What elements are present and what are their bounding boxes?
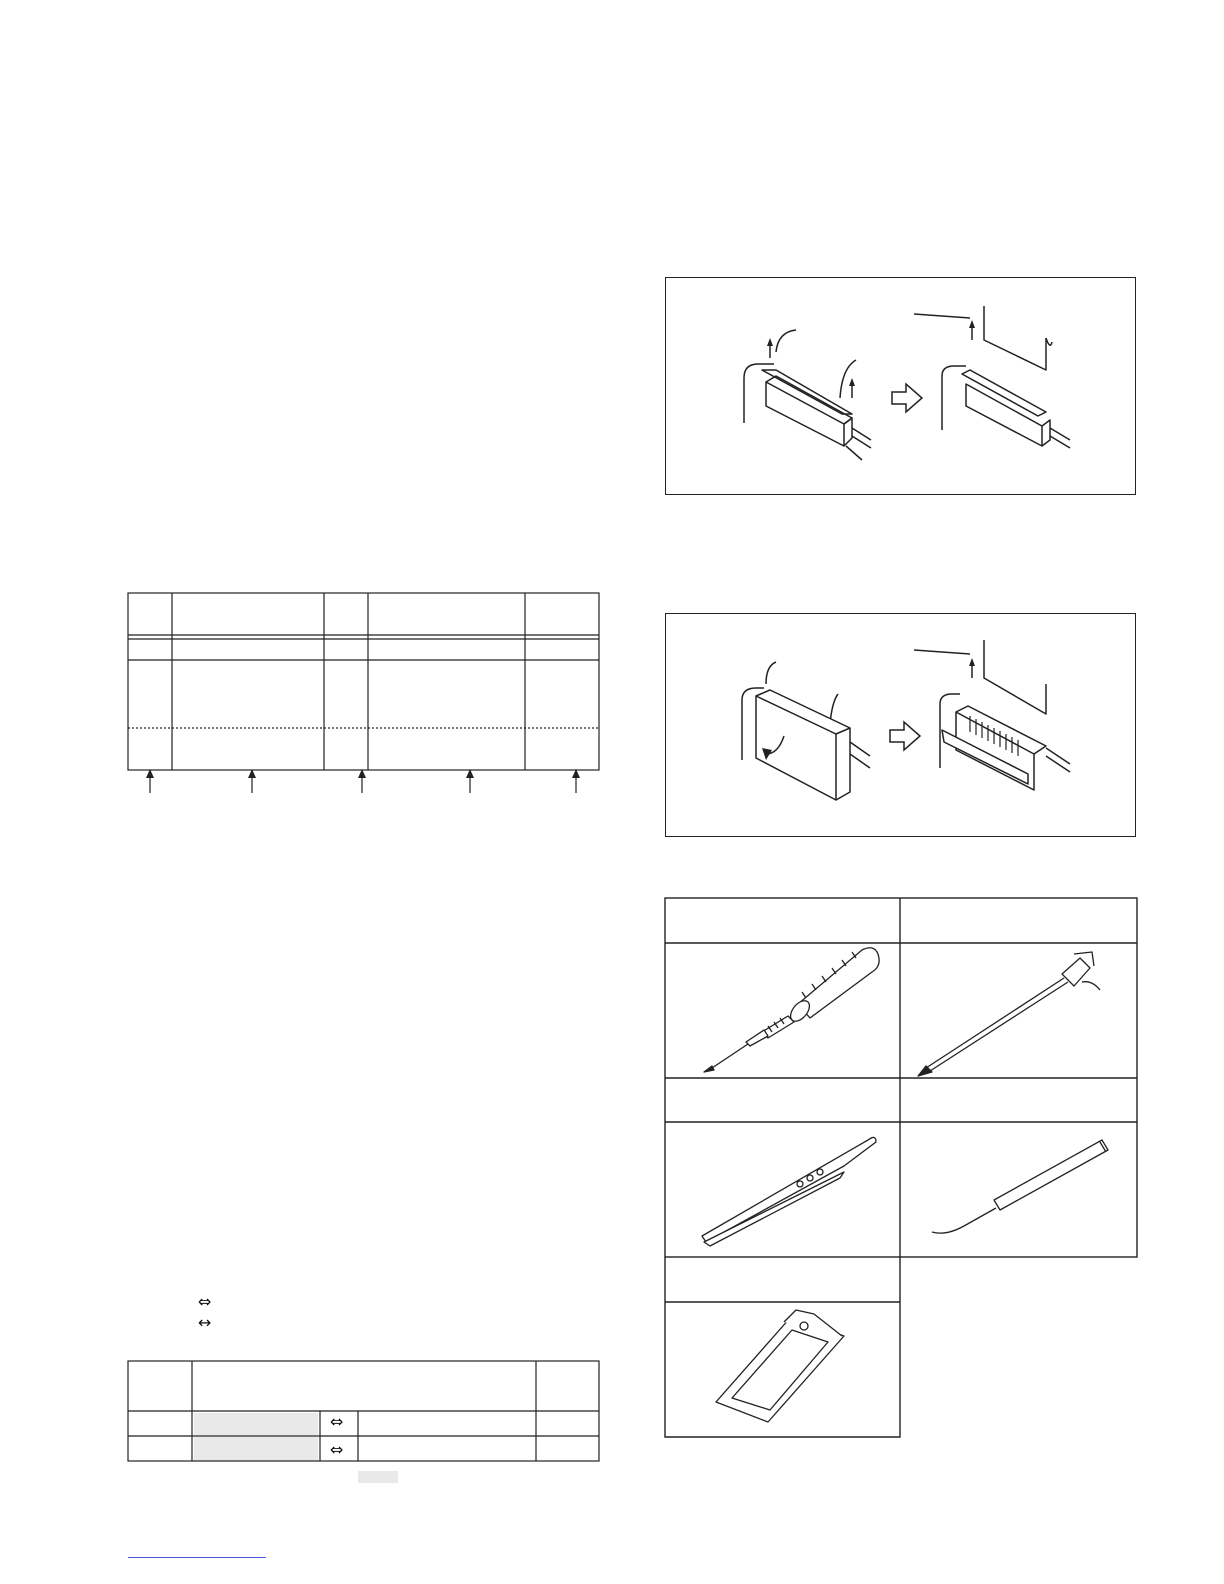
row1-connector-symbol: ⇔ [330, 1412, 344, 1431]
connector-open-figure [665, 613, 1136, 837]
tweezers-icon [702, 1137, 876, 1246]
lower-spec-table [120, 1355, 610, 1470]
torque-screwdriver-icon [704, 948, 879, 1072]
shaded-note-marker [358, 1471, 398, 1483]
single-arrow-symbol: ↔ [198, 1313, 212, 1332]
left-spec-table [120, 585, 610, 795]
row2-connector-symbol: ⇔ [330, 1440, 344, 1459]
antistatic-bag-icon [716, 1310, 844, 1422]
tools-table [664, 896, 1140, 1441]
link-underline[interactable] [128, 1557, 266, 1558]
hook-tool-icon [932, 1140, 1108, 1233]
connector-unlock-figure [665, 277, 1136, 495]
double-arrow-symbol: ⇔ [198, 1292, 212, 1311]
column-pointer-arrows [146, 769, 580, 793]
phillips-screwdriver-icon [918, 952, 1100, 1076]
